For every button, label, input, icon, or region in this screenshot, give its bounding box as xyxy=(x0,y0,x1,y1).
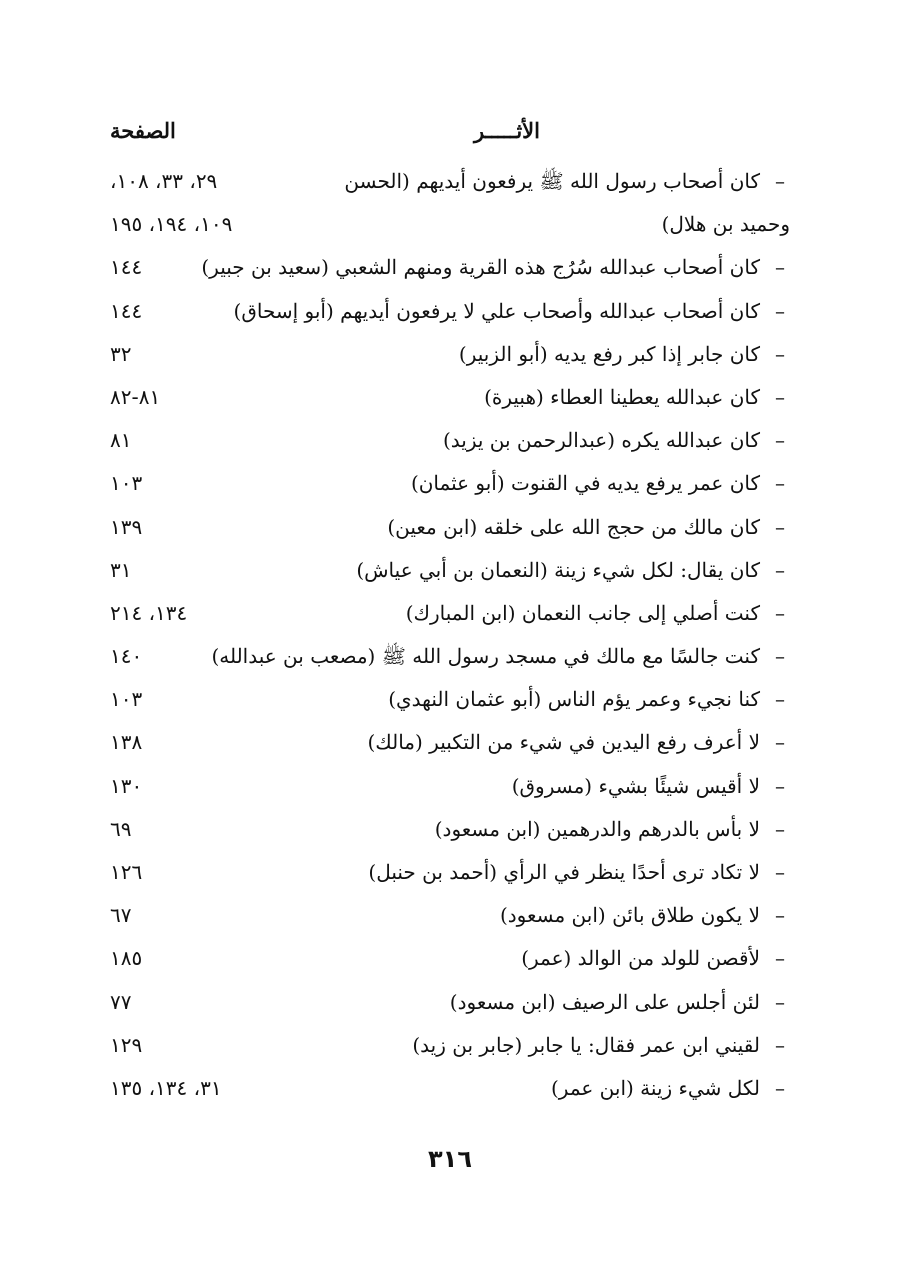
index-entry xyxy=(110,721,790,764)
entry-dash: – xyxy=(775,384,785,409)
entry-dash: – xyxy=(775,989,785,1014)
entry-dash: – xyxy=(775,557,785,582)
entry-text: كان عبدالله يكره (عبدالرحمن بن يزيد) xyxy=(442,428,760,453)
entry-text: لا بأس بالدرهم والدرهمين (ابن مسعود) xyxy=(434,816,760,841)
entry-pages: ١٠٣ xyxy=(110,471,143,496)
entry-text: لأقصن للولد من الوالد (عمر) xyxy=(521,946,760,971)
entry-pages: ١٠٩، ١٩٤، ١٩٥ xyxy=(110,212,233,237)
entry-dash: – xyxy=(775,773,785,798)
entry-pages: ٣٢ xyxy=(110,341,132,366)
index-entry xyxy=(110,1067,790,1110)
index-entry xyxy=(110,506,790,549)
entry-dash: – xyxy=(775,298,785,323)
index-entry xyxy=(110,765,790,808)
entry-text: كان عبدالله يعطينا العطاء (هبيرة) xyxy=(484,384,760,409)
entry-text: كان أصحاب عبدالله وأصحاب علي لا يرفعون أيديهم (أبو إسحاق) xyxy=(233,298,760,323)
entry-pages: ١٢٩ xyxy=(110,1032,143,1057)
index-entry xyxy=(110,937,790,980)
entry-pages: ٢٩، ٣٣، ١٠٨، xyxy=(110,169,218,193)
entry-dash: – xyxy=(775,514,785,539)
entry-text: كنت أصلي إلى جانب النعمان (ابن المبارك) xyxy=(405,600,760,625)
entry-text: كان عمر يرفع يديه في القنوت (أبو عثمان) xyxy=(410,471,760,496)
entry-dash: – xyxy=(775,1075,785,1100)
entry-text: لا يكون طلاق بائن (ابن مسعود) xyxy=(499,903,760,928)
entry-dash: – xyxy=(775,946,785,971)
entry-dash: – xyxy=(775,600,785,625)
entry-pages: ١٣٩ xyxy=(110,514,143,539)
index-entry xyxy=(110,981,790,1024)
page-number: ٣١٦ xyxy=(428,1145,472,1173)
entry-dash: – xyxy=(775,903,785,928)
entry-pages: ٧٧ xyxy=(110,989,132,1014)
entry-dash: – xyxy=(775,169,785,193)
index-entry xyxy=(110,1024,790,1067)
entry-dash: – xyxy=(775,255,785,280)
entry-pages: ١٣٠ xyxy=(110,773,143,798)
entry-dash: – xyxy=(775,644,785,669)
entry-pages: ٨١ xyxy=(110,428,132,453)
athar-column-heading: الأثـــــر xyxy=(473,118,540,143)
index-entry xyxy=(110,246,790,289)
entry-dash: – xyxy=(775,471,785,496)
entry-pages: ٣١ xyxy=(110,557,132,582)
entry-text: لقيني ابن عمر فقال: يا جابر (جابر بن زيد) xyxy=(412,1032,760,1057)
index-entry xyxy=(110,290,790,333)
entry-pages: ١٤٠ xyxy=(110,644,143,669)
index-entry xyxy=(110,419,790,462)
entry-dash: – xyxy=(775,816,785,841)
entry-text: كنت جالسًا مع مالك في مسجد رسول الله ﷺ (مصعب بن عبدالله) xyxy=(211,644,760,669)
entry-pages: ١٨٥ xyxy=(110,946,143,971)
entry-text: لا تكاد ترى أحدًا ينظر في الرأي (أحمد بن حنبل) xyxy=(368,860,760,884)
entry-pages: ٦٧ xyxy=(110,903,132,928)
index-entry xyxy=(110,376,790,419)
entry-dash: – xyxy=(775,1032,785,1057)
index-entry xyxy=(110,894,790,937)
table-header xyxy=(110,118,790,158)
entry-pages: ١٣٤، ٢١٤ xyxy=(110,600,188,625)
index-entry xyxy=(110,592,790,635)
entry-dash: – xyxy=(775,860,785,884)
index-entry xyxy=(110,462,790,505)
entry-text: لئن أجلس على الرصيف (ابن مسعود) xyxy=(449,989,760,1014)
entry-pages: ١٤٤ xyxy=(110,298,143,323)
index-entry xyxy=(110,678,790,721)
entry-text: كان أصحاب رسول الله ﷺ يرفعون أيديهم (الحسن xyxy=(344,169,760,193)
entry-pages: ٣١، ١٣٤، ١٣٥ xyxy=(110,1075,222,1100)
index-entry xyxy=(110,160,790,203)
entry-pages: ١٤٤ xyxy=(110,255,143,280)
index-entry xyxy=(110,851,790,894)
entry-pages: ٨١-٨٢ xyxy=(110,384,161,409)
index-entry xyxy=(110,333,790,376)
index-entry-continuation xyxy=(110,203,790,246)
entry-text: وحميد بن هلال) xyxy=(661,212,790,237)
entry-pages: ٦٩ xyxy=(110,816,132,841)
entry-text: كان جابر إذا كبر رفع يديه (أبو الزبير) xyxy=(458,341,760,366)
index-entry xyxy=(110,808,790,851)
entry-pages: ١٠٣ xyxy=(110,687,143,712)
entry-text: لا أقيس شيئًا بشيء (مسروق) xyxy=(511,773,760,798)
entry-dash: – xyxy=(775,687,785,712)
entry-pages: ١٢٦ xyxy=(110,860,143,884)
index-entry xyxy=(110,549,790,592)
entry-dash: – xyxy=(775,428,785,453)
entry-pages: ١٣٨ xyxy=(110,730,143,755)
entry-text: لا أعرف رفع اليدين في شيء من التكبير (مالك) xyxy=(367,730,760,755)
entry-text: كان يقال: لكل شيء زينة (النعمان بن أبي عياش) xyxy=(356,557,760,582)
entry-text: كان أصحاب عبدالله سُرُج هذه القرية ومنهم الشعبي (سعيد بن جبير) xyxy=(201,255,760,280)
athar-index-list xyxy=(110,160,790,1110)
page-column-heading: الصفحة xyxy=(110,118,176,143)
entry-text: كان مالك من حجج الله على خلقه (ابن معين) xyxy=(387,514,760,539)
entry-dash: – xyxy=(775,730,785,755)
entry-text: كنا نجيء وعمر يؤم الناس (أبو عثمان النهدي) xyxy=(388,687,760,712)
entry-dash: – xyxy=(775,341,785,366)
index-entry xyxy=(110,635,790,678)
entry-text: لكل شيء زينة (ابن عمر) xyxy=(550,1075,760,1100)
